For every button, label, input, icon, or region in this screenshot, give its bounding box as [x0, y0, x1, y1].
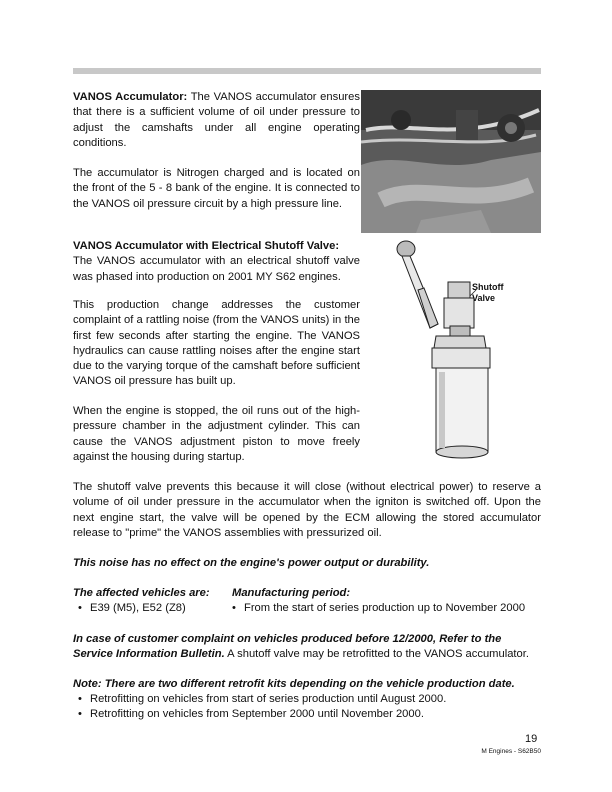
affected-vehicles-value: E39 (M5), E52 (Z8) [90, 602, 186, 614]
header-rule [73, 68, 541, 74]
accumulator-location-text: The accumulator is Nitrogen charged and is located on the front of the 5 - 8 bank of the engine. It is connected to the VANOS oil pressure circuit by a high pressure line. [73, 167, 360, 210]
affected-vehicles-label: The affected vehicles are: [73, 587, 210, 599]
rattling-noise-text: This production change addresses the customer complaint of a rattling noise (from the VANOS units) in the first few seconds after starting the engine. The VANOS hydraulics can cause rattling noises after the engine start due to the varying torque of the camshaft before sufficient VANOS oil pressure has built up. [73, 299, 360, 388]
bullet: • [232, 602, 236, 614]
shutoff-valve-illustration [392, 240, 510, 465]
noise-note: This noise has no effect on the engine's power output or durability. [73, 557, 430, 569]
retrofit-item-2: Retrofitting on vehicles from September 2000 until November 2000. [90, 708, 424, 720]
page-number: 19 [525, 733, 538, 745]
customer-complaint-bold: In case of customer complaint on vehicles produced before 12/2000, Refer to the Service Information Bulletin. [73, 633, 502, 661]
retrofit-item [78, 692, 446, 707]
shutoff-intro-text: The VANOS accumulator with an electrical shutoff valve was phased into production on 2001 MY S62 engines. [73, 255, 360, 283]
customer-complaint-normal: A shutoff valve may be retrofitted to the VANOS accumulator. [224, 648, 529, 661]
shutoff-section [73, 239, 360, 285]
retrofit-item-1: Retrofitting on vehicles from start of series production until August 2000. [90, 693, 447, 705]
bullet: • [78, 693, 82, 705]
retrofit-item [78, 707, 424, 722]
manufacturing-period-value: From the start of series production up to November 2000 [244, 602, 526, 614]
engine-photo [361, 90, 541, 233]
accumulator-title: VANOS Accumulator: [73, 91, 188, 103]
accumulator-intro-text: The VANOS accumulator ensures that there is a sufficient volume of oil under pressure to adjust the camshafts under all engine operating conditions. [73, 91, 360, 149]
manufacturing-period-label: Manufacturing period: [232, 587, 351, 599]
bullet: • [78, 602, 82, 614]
shutoff-function-text: The shutoff valve prevents this because it will close (without electrical power) to reserve a volume of oil under pressure in the accumulator when the igniton is switched off. Upon the next engine start, the valve will be opened by the ECM allowing the stored accumulator release to "prime" the VANOS assemblies with pressurized oil. [73, 481, 541, 539]
shutoff-section-title: VANOS Accumulator with Electrical Shutoff Valve: [73, 240, 340, 252]
callout-line-2: Valve [472, 293, 496, 303]
engine-stop-text: When the engine is stopped, the oil runs out of the high-pressure chamber in the adjustment cylinder. This can cause the VANOS adjustment piston to move freely against the housing during startup. [73, 405, 360, 463]
callout-line-1: Shutoff [472, 282, 504, 292]
manufacturing-period-item [232, 601, 525, 616]
customer-complaint-text [73, 632, 541, 663]
accumulator-intro [73, 90, 360, 151]
bullet: • [78, 708, 82, 720]
affected-vehicles-item [78, 601, 186, 616]
shutoff-valve-callout [472, 282, 504, 304]
footer-label: M Engines - S62B50 [481, 748, 541, 755]
retrofit-note: Note: There are two different retrofit kits depending on the vehicle production date. [73, 678, 515, 690]
